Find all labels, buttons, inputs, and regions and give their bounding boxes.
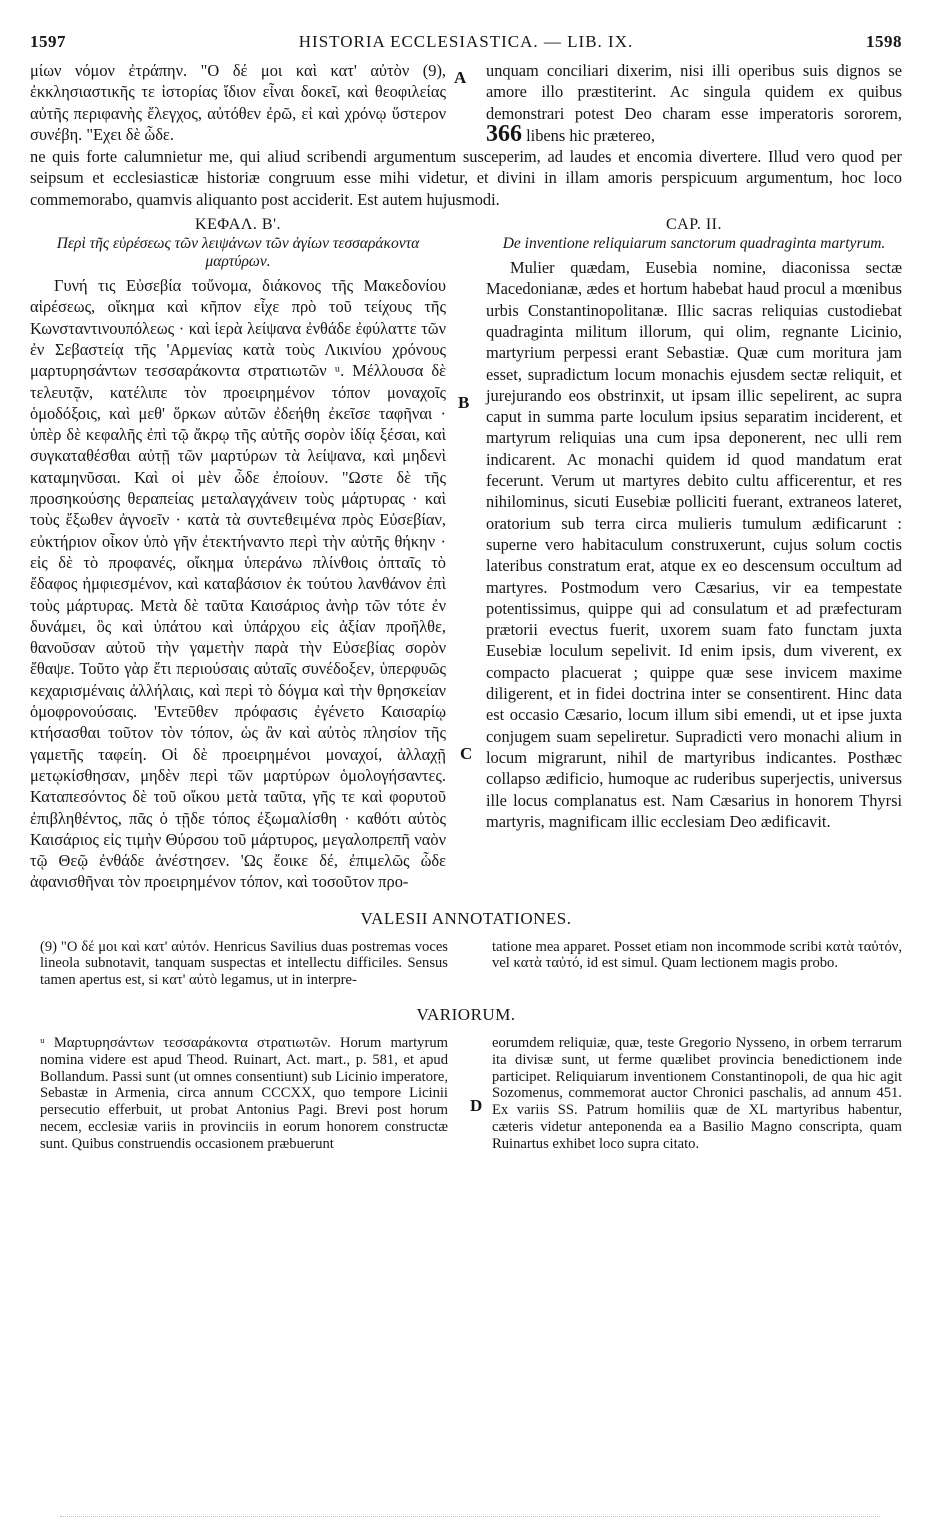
latin-chapter-heading: CAP. II.: [665, 216, 722, 234]
margin-letter-c: C: [460, 744, 473, 763]
variorum-left: ᵘ Μαρτυρησάντων τεσσαράκοντα στρατιωτῶν. Horum martyrum nomina videre est apud Theod. Ruinart, Act. mart., p. 581, et apud Bollandum. Passi sunt (ut omnes consentiunt) sub Licinio imperatore, Sebastæ in Armenia, circa annum CCCXX, quo tempore Licinii persecutio efferbuit, ut probat Antonius Pagi. Brevi post horum necem, ecclesiæ variis in provinciis in eorum honorem constructæ sunt. Quibus construendis occasionem præbuerunt: [40, 1035, 448, 1152]
greek-column: [30, 214, 446, 893]
intro-latin-before: unquam conciliari dixerim, nisi illi operibus suis dignos se amore illo præstiterint. Ac singula quidem ex quibus demonstrari potest Deo charam esse imperatoris sororem,: [486, 61, 902, 123]
sidenote-number: 366: [486, 120, 522, 147]
right-page-number: 1598: [866, 32, 902, 51]
greek-chapter-title: Περὶ τῆς εὑρέσεως τῶν λειψάνων τῶν ἁγίων τεσσαράκοντα μαρτύρων.: [56, 235, 420, 271]
margin-letter-a: A: [454, 68, 467, 87]
margin-letter-d: D: [470, 1096, 483, 1115]
intro-full-width: ne quis forte calumnietur me, qui aliud scribendi argumentum susceperim, ad laudes et encomia divertere. Illud vero quod per seipsum et ecclesiasticæ historiæ congruum esse mihi videtur, et divini in illam amoris perspicuum argumentum, hoc loco commemorabo, quamvis aliquanto post acciderit. Est autem hujusmodi.: [30, 147, 902, 209]
page: [30, 32, 902, 1153]
intro-latin: [486, 60, 902, 146]
left-page-number: 1597: [30, 32, 66, 51]
running-header: [30, 32, 902, 52]
latin-column: [486, 214, 902, 832]
valesii-left: (9) "Ο δέ μοι καὶ κατ' αὐτόν. Henricus Savilius duas postremas voces lineola subnotavit, tanquam suspectas et intellectu difficiles. Sensus tamen apertus est, si κατ' αὐτὸ legamus, ut in interpre-: [40, 938, 448, 989]
margin-letter-b: B: [458, 393, 470, 412]
valesii-heading: VALESII ANNOTATIONES.: [360, 908, 572, 928]
intro-greek: μίων νόμον ἐτράπην. "Ο δέ μοι καὶ κατ' αὐτὸν (9), ἐκκλησιαστικῆς τε ἱστορίας ἴδιον εἶναι δοκεῖ, καὶ θεοφιλείας αὐτῆς περιφανὴς ἔλεγχος, αὐτόθεν ἐρῶ, εἰ καὶ χρόνῳ ὕστερον συνέβη. "Εχει δὲ ὧδε.: [30, 61, 446, 144]
greek-body: Γυνή τις Εὐσεβία τοὔνομα, διάκονος τῆς Μακεδονίου αἱρέσεως, οἴκημα καὶ κῆπον εἶχε πρὸ τοῦ τείχους τῆς Κωνσταντινουπόλεως · καὶ ἱερὰ λείψανα ἐνθάδε ἐφύλαττε τῶν ἐν Σεβαστείᾳ τῆς 'Αρμενίας κατὰ τοὺς Λικινίου χρόνους μαρτυρησάντων τεσσαράκοντα στρατιωτῶν ᵘ. Μέλλουσα δὲ τελευτᾷν, κατέλιπε τὸν προειρημένον τόπον μοναχοῖς ὁμοδόξοις, καὶ μεθ' ὅρκων αὐτῶν ἐδεήθη ἐκεῖσε ταφῆναι · ὑπὲρ δὲ κεφαλῆς ἐπὶ τῷ ἄκρῳ τῆς αὐτῆς σορὸν ἰδίᾳ ξέσαι, καὶ συγκαταθέσθαι αὐτῇ τῶν μαρτύρων τὰ λείψανα, καὶ μηδενὶ καταμηνῦσαι. Καὶ οἱ μὲν ὧδε ἐποίουν. "Ωστε δὲ τῆς προσηκούσης θεραπείας μεταλαγχάνειν τοὺς μάρτυρας · καὶ τοὺς ἔξωθεν ἀγνοεῖν · κατὰ τὰ συντεθειμένα πρὸς Εὐσεβίαν, εὐκτήριον οἶκον ὑπὸ γῆν ἐτεκτήναντο περὶ τὴν αὐτῆς θήκην · εἰς δὲ τὸ προφανές, οἴκημα ὑπεράνω πλίνθοις ὀπταῖς τὸ ἔδαφος ἠμφιεσμένον, καὶ καταβάσιον ἐκ τούτου λανθάνον ἐπὶ τοὺς μάρτυρας. Μετὰ δὲ ταῦτα Καισάριος ἀνὴρ τῶν τότε ἐν δυνάμει, ὃς καὶ ὑπάτου καὶ ὑπάρχου εἰς ἀξίαν προῆλθε, θανοῦσαν αὐτοῦ τὴν γαμετὴν παρὰ τὴν Εὐσεβίας σορὸν ἔθαψε. Τοῦτο γὰρ ἔτι περιούσαις αὐταῖς συνέδοξεν, ὑπερφυῶς κεχαρισμέναις ἀλλήλαις, καὶ περὶ τὸ δόγμα καὶ τὴν θρησκείαν ὁμοφρονούσαις. 'Εντεῦθεν πρόφασις ἐγένετο Καισαρίῳ κτήσασθαι τοῦτον τὸν τόπον, ὡς ἂν καὶ αὐτὸς πλησίον τῆς γαμετῆς ταφείη. Οἱ δὲ προειρημένοι μοναχοί, ἀλλαχῇ μετῳκίσθησαν, μηδὲν περὶ τῶν μαρτύρων ὁμολογήσαντες. Καταπεσόντος δὲ τοῦ οἴκου μετὰ ταῦτα, γῆς τε καὶ φορυτοῦ ἐπιβληθέντος, πᾶς ὁ τῇδε τόπος ἐξωμαλίσθη · καθότι αὐτὸς Καισάριος εἰς τιμὴν Θύρσου τοῦ μάρτυρος, μεγαλοπρεπῆ ναὸν τῷ Θεῷ ἐνθάδε ἀνέστησεν. 'Ως ἔοικε δέ, ἐπιμελῶς ὧδε ἀφανισθῆναι τὸν προειρημένον τόπον, καὶ τοσοῦτον προ-: [30, 276, 446, 892]
bottom-dotted-rule: [60, 1516, 880, 1519]
intro-latin-after: libens hic prætereo,: [526, 125, 655, 145]
variorum-notes: [30, 1035, 902, 1153]
variorum-heading: VARIORUM.: [416, 1005, 516, 1025]
valesii-notes: [30, 939, 902, 989]
greek-chapter-heading: ΚΕΦΑΛ. Β'.: [195, 216, 281, 234]
latin-chapter-title: De inventione reliquiarum sanctorum quadraginta martyrum.: [502, 235, 886, 253]
valesii-right: tatione mea apparet. Posset etiam non incommode scribi κατὰ ταὐτόν, vel κατὰ ταὐτό, id est simul. Quam lectionem magis probo.: [492, 938, 902, 972]
latin-body: Mulier quædam, Eusebia nomine, diaconissa sectæ Macedonianæ, ædes et hortum habebat haud procul a mœnibus urbis Constantinopolitanæ. Illic sacras reliquias custodiebat quadraginta militum illorum, qui olim, regnante Licinio, martyrium perpessi erant Sebastiæ. Quæ cum moritura jam esset, supradictum locum monachis ejusdem sectæ reliquit, et jurejurando eos obstrinxit, ut ipsam illic sepelirent, ac supra caput in summa parte loculum ipsius separatim inciderent, et martyrum reliquias una cum ipsa deponerent, nec ulli rem indicarent. Ac monachi quidem id quod mandatum erat fecerunt. Verum ut martyres debito cultu afficerentur, et res nihilominus, sicuti Eusebiæ polliciti fuerant, extraneos lateret, oratorium sub terra circa mulieris tumulum ædificarunt : superne vero habitaculum construxerunt, cujus solum coctis lateribus constratum erat, atque ex eo descensum occultum ad martyres. Postmodum vero Cæsarius, vir ea tempestate potentissimus, quippe qui ad consulatum et ad præfecturam prætorii evectus fuerit, uxorem suam fato functam juxta Eusebiæ loculum sepelivit. Id enim ipsis, dum viverent, ex compacto placuerat ; quippe quæ sese invicem maxime diligerent, et in fidei doctrina inter se consentirent. Hinc data est occasio Cæsario, locum illum sibi emendi, ut et ipse juxta conjugem suam sepeliretur. Supradicti vero monachi alium in locum migrarunt, nihil de martyribus indicantes. Posthæc collapso ædificio, humoque ac ruderibus superjectis, universus ille locus complanatus est. Nam Cæsarius in honorem Thyrsi martyris, magnificam illic ecclesiam Deo ædificavit.: [486, 258, 902, 831]
running-title: HISTORIA ECCLESIASTICA. — LIB. IX.: [298, 32, 634, 51]
variorum-right: eorumdem reliquiæ, quæ, teste Gregorio Nysseno, in orbem terrarum ita divisæ sunt, ut ferme quælibet provincia benedictionem inde participet. Reliquiarum inventionem Constantinopoli, de qua hic agit Sozomenus, commemorat auctor Chronici paschalis, ad annum 451. Ex variis SS. Patrum homiliis quæ de XL martyribus habentur, cæteris videtur anteponenda ea a Basilio Magno conscripta, quam Ruinartus exhibet loco supra citato.: [492, 1035, 902, 1152]
chapter-columns: [30, 214, 902, 893]
